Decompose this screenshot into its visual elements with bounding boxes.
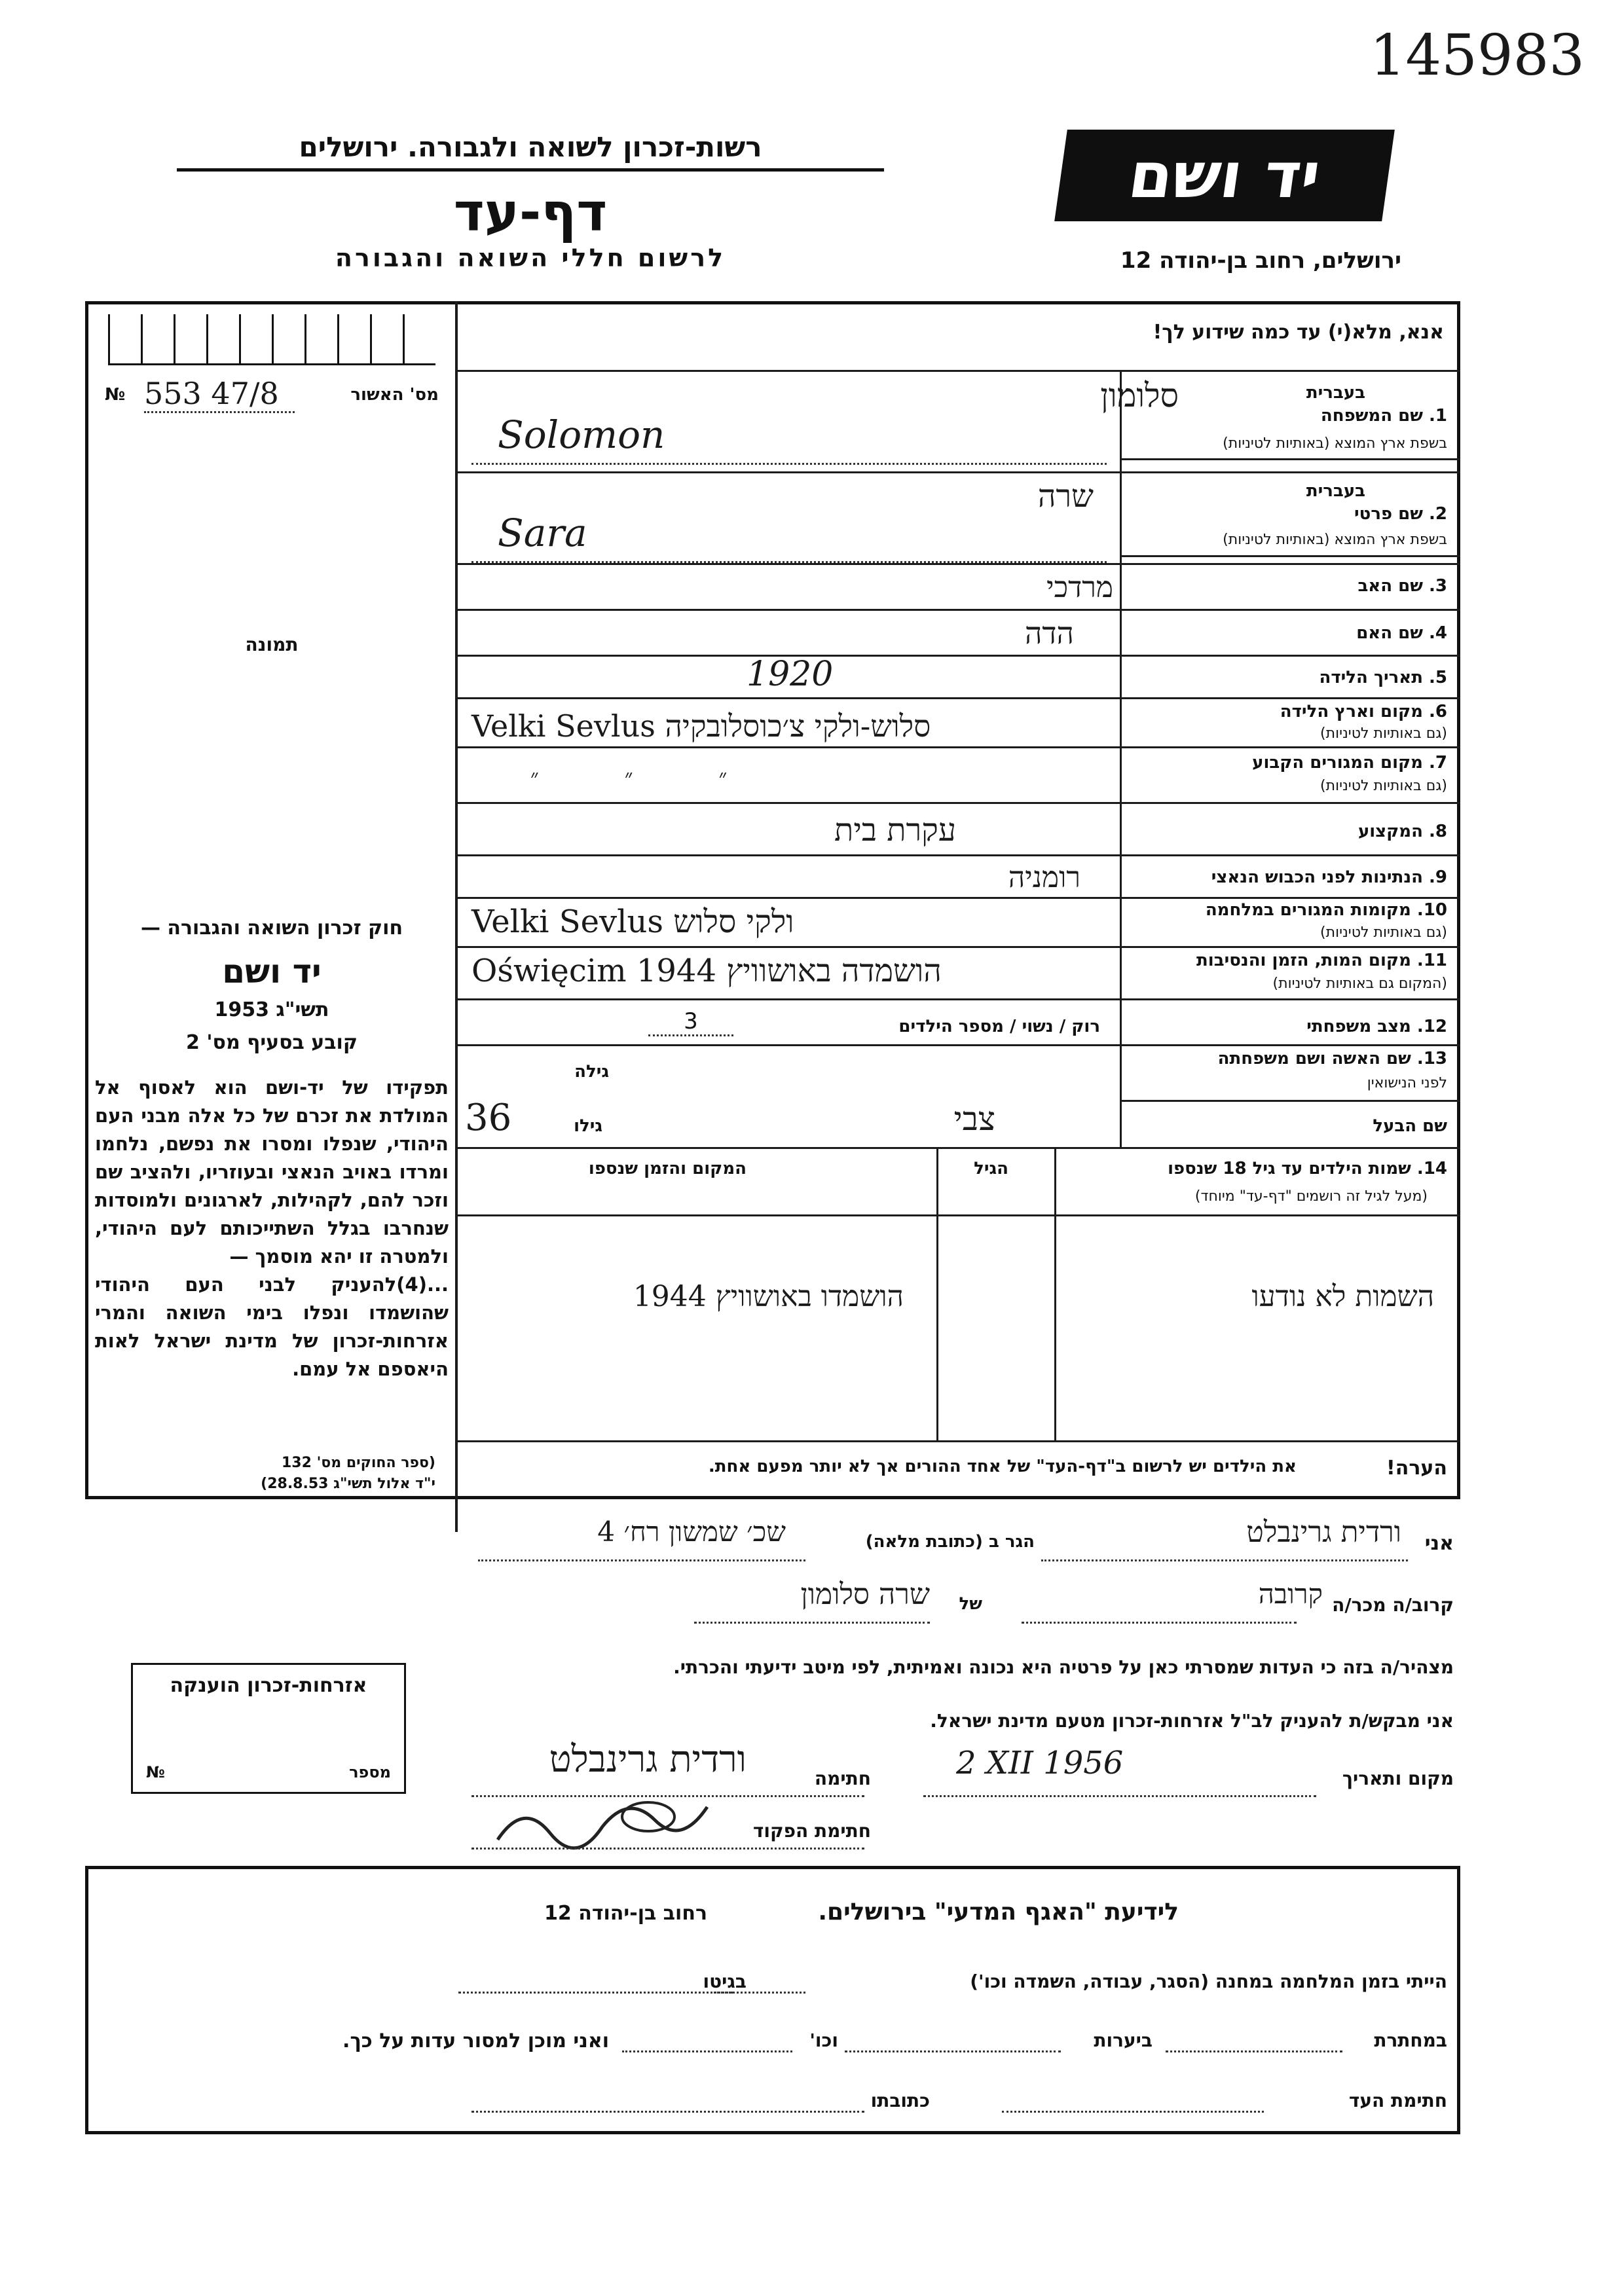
row11-rule (455, 998, 1460, 1000)
f11-value: Oświęcim 1944 הושמדה באושוויץ (471, 953, 942, 989)
f10-value: Velki Sevlus ולקי סלוש (471, 903, 794, 940)
children-col-age: הגיל (974, 1159, 1008, 1178)
husband-name: צבי (953, 1100, 995, 1138)
footer-heading: לידיעת "האגף המדעי" בירושלים. (818, 1899, 1179, 1925)
f12-label: 12. מצב משפחתי (1306, 1017, 1447, 1036)
footer-address-label: כתובתו (870, 2090, 930, 2111)
decl-statement: מצהיר/ה בזה כי העדות שמסרתי כאן על פרטיה היא נכונה ואמיתית, לפי מיטב ידיעתי והכרתי. (673, 1656, 1454, 1678)
f2-label-rule (1120, 555, 1460, 557)
f13-age-label: גילה (574, 1062, 609, 1082)
f7-label: 7. מקום המגורים הקבוע (1252, 753, 1447, 773)
law-text: תפקידו של יד-ושם הוא לאסוף אל המולדת את זכרם של כל אלה מבני העם היהודי, שנפלו ומסרו את נפשם, נלחמו ומרדו באויב הנאצי ובעוזריו, ולהציב שם וזכר להם, לקהילות, לארגונים ולמוסדות שנחרבו בגלל השתייכותם לעם היהודי, ולמטרה זו יהא מוסמך — ...(4)להעניק לבני העם היהודי שהושמדו ונפלו בימי השואה והמרי אזרחות-זכרון של מדינת ישראל לאות היאספם אל עמם. (95, 1076, 449, 1380)
f7-sub: (גם באותיות לטיניות) (1320, 778, 1447, 794)
row6-rule (455, 746, 1460, 748)
f2-sub: בשפת ארץ המוצא (באותיות לטיניות) (1223, 532, 1447, 548)
citizenship-box (131, 1663, 406, 1794)
label-column-divider (1120, 370, 1122, 1149)
law-title: חוק זכרון השואה והגבורה — (140, 917, 403, 939)
f4-value: הדה (1024, 615, 1074, 651)
law-clause: קובע בסעיף מס' 2 (186, 1031, 358, 1054)
f3-value: מרדכי (1046, 571, 1113, 604)
citizenship-number: מספר (349, 1763, 391, 1781)
footer-box (85, 1866, 1460, 2134)
footer-address-line (471, 2109, 864, 2113)
f6-value: Velki Sevlus סלוש-ולקי צ׳כוסלובקיה (471, 708, 931, 744)
f1-lang: בעברית (1306, 383, 1365, 403)
f2-latin: Sara (498, 511, 587, 555)
f11-sub: (המקום גם באותיות לטיניות) (1272, 975, 1447, 992)
f1-hebrew: סלומון (1100, 376, 1179, 414)
header-authority: רשות-זכרון לשואה ולגבורה. ירושלים (177, 131, 884, 172)
f5-value: 1920 (747, 655, 834, 694)
decl-date-line (923, 1794, 1316, 1797)
law-ref-1: (ספר החוקים מס' 132 (281, 1455, 435, 1471)
f12-children: 3 (648, 1008, 733, 1036)
decl-address-line (478, 1558, 805, 1561)
decl-name-line (1041, 1558, 1408, 1561)
children-col-divider-1 (1054, 1147, 1056, 1442)
f4-label: 4. שם האם (1356, 623, 1447, 643)
registration-caption: מס' האשור (350, 385, 439, 405)
f13-sub: לפני הנישואין (1367, 1075, 1447, 1091)
row4-rule (455, 655, 1460, 657)
citizenship-no: № (146, 1763, 165, 1781)
f13-label: 13. שם האשה ושם משפחתה (1217, 1049, 1447, 1068)
citizenship-title: אזרחות-זכרון הוענקה (170, 1674, 367, 1697)
decl-resides: הגר ב (כתובת מלאה) (865, 1532, 1035, 1552)
decl-date-value: 2 XII 1956 (956, 1745, 1124, 1781)
law-year: תשי"ג 1953 (214, 998, 329, 1021)
decl-official-signature: חתימת הפקוד (752, 1820, 871, 1842)
husband-rule (455, 1147, 1460, 1149)
note-text: את הילדים יש לרשום ב"דף-העד" של אחד ההורים אך לא יותר מפעם אחת. (708, 1457, 1297, 1476)
decl-signature-value: ורדית גרינבלט (549, 1738, 747, 1781)
law-name: יד ושם (222, 953, 322, 991)
archive-number: 145983 (1369, 23, 1585, 88)
f1-label: 1. שם המשפחה (1320, 406, 1447, 426)
children-names-value: השמות לא נודעו (1251, 1280, 1434, 1313)
footer-ghetto: בגיטו (703, 1971, 747, 1992)
footer-underground-line (1166, 2049, 1342, 2052)
header-subtitle: לרשום חללי השואה והגבורה (335, 244, 726, 272)
decl-request: אני מבקש/ת להעניק לב"ל אזרחות-זכרון מטעם מדינת ישראל. (930, 1710, 1454, 1732)
decl-of-line (694, 1620, 930, 1624)
f12-options: רוק / נשוי / מספר הילדים (898, 1017, 1100, 1036)
row3-rule (455, 609, 1460, 611)
f9-value: רומניה (1008, 861, 1080, 894)
header-address: ירושלים, רחוב בן-יהודה 12 (1120, 247, 1401, 274)
children-label: 14. שמות הילדים עד גיל 18 שנספו (1168, 1159, 1447, 1178)
law-ref-2: י"ד אלול תשי"ג 28.8.53) (261, 1476, 435, 1492)
registration-label (105, 376, 439, 412)
footer-etc-line (622, 2049, 792, 2052)
row9-rule (455, 897, 1460, 899)
row13-rule (1120, 1100, 1460, 1102)
f11-label: 11. מקום המות, הזמן והנסיבות (1196, 951, 1447, 970)
row10-rule (455, 946, 1460, 948)
f10-label: 10. מקומות המגורים במלחמה (1205, 900, 1447, 920)
f5-label: 5. תאריך הלידה (1319, 668, 1447, 687)
husband-age-label: גילו (574, 1116, 602, 1136)
decl-signature-label: חתימה (814, 1768, 871, 1789)
f6-label: 6. מקום וארץ הלידה (1280, 702, 1447, 721)
husband-age: 36 (465, 1097, 512, 1139)
f8-label: 8. המקצוע (1357, 822, 1447, 841)
f1-sub: בשפת ארץ המוצא (באותיות לטיניות) (1223, 435, 1447, 452)
registration-no: № (105, 385, 126, 405)
decl-of-value: שרה סלומון (800, 1578, 930, 1611)
f10-sub: (גם באותיות לטיניות) (1320, 924, 1447, 941)
note-label: הערה! (1386, 1457, 1447, 1480)
intro-divider (455, 370, 1460, 372)
footer-witness-sig: חתימת העד (1348, 2090, 1447, 2111)
row7-rule (455, 802, 1460, 804)
footer-ready: ואני מוכן למסור עדות על כך. (342, 2030, 609, 2052)
decl-place-date: מקום ותאריך (1342, 1768, 1454, 1789)
husband-label: שם הבעל (1373, 1116, 1447, 1136)
left-column-divider (455, 301, 458, 1532)
footer-address: רחוב בן-יהודה 12 (544, 1902, 707, 1925)
row8-rule (455, 854, 1460, 856)
children-col-place: המקום והזמן שנספו (588, 1159, 747, 1178)
registration-boxes (108, 314, 435, 365)
f8-value: עקרת בית (834, 812, 956, 848)
yad-vashem-logo: יד ושם (1054, 130, 1395, 221)
f1-latin: Solomon (498, 412, 665, 457)
decl-ani: אני (1424, 1532, 1454, 1555)
decl-of: של (959, 1594, 982, 1614)
decl-name: ורדית גרינבלט (1246, 1516, 1401, 1549)
footer-etc: וכו' (809, 2030, 838, 2051)
footer-witness-line (1002, 2109, 1264, 2113)
f6-sub: (גם באותיות לטיניות) (1320, 725, 1447, 742)
children-col-divider-2 (936, 1147, 938, 1442)
footer-underground: במחתרת (1374, 2030, 1447, 2051)
f3-label: 3. שם האב (1357, 576, 1447, 596)
row12-rule (455, 1044, 1460, 1046)
f2-hebrew: שרה (1037, 478, 1094, 515)
decl-official-line (471, 1846, 864, 1850)
row5-rule (455, 697, 1460, 699)
decl-relative-value: קרובה (1258, 1578, 1323, 1610)
footer-forests: ביערות (1094, 2030, 1153, 2051)
registration-value: 553 47/8 (144, 376, 295, 413)
decl-relative-label: קרוב/ה מכר/ה (1332, 1594, 1454, 1616)
header-title: דף-עד (453, 182, 608, 243)
photo-label: תמונה (245, 634, 299, 655)
children-bottom-rule (455, 1440, 1460, 1442)
footer-forests-line (845, 2049, 1061, 2052)
f1-label-rule (1120, 458, 1460, 460)
f2-lang: בעברית (1306, 481, 1365, 501)
f7-value: ״ ״ ״ (530, 765, 767, 791)
decl-relative-line (1022, 1620, 1297, 1624)
row1-rule (455, 471, 1460, 473)
footer-line1: הייתי בזמן המלחמה במחנה (הסגר, עבודה, השמדה וכו') (970, 1971, 1447, 1992)
children-header-rule (455, 1214, 1460, 1216)
footer-ghetto-line (458, 1990, 733, 1994)
children-place-value: הושמדו באושוויץ 1944 (633, 1280, 904, 1313)
decl-address: שכ׳ שמשון רח׳ 4 (597, 1516, 786, 1548)
row2-rule (455, 563, 1460, 565)
f2-label: 2. שם פרטי (1354, 504, 1447, 524)
f1-latin-line (471, 462, 1107, 465)
children-sub: (מעל לגיל זה רושמים "דף-עד" מיוחד) (1194, 1188, 1428, 1205)
f9-label: 9. הנתינות לפני הכבוש הנאצי (1211, 867, 1447, 887)
intro-text: אנא, מלא(י) עד כמה שידוע לך! (1153, 321, 1444, 344)
